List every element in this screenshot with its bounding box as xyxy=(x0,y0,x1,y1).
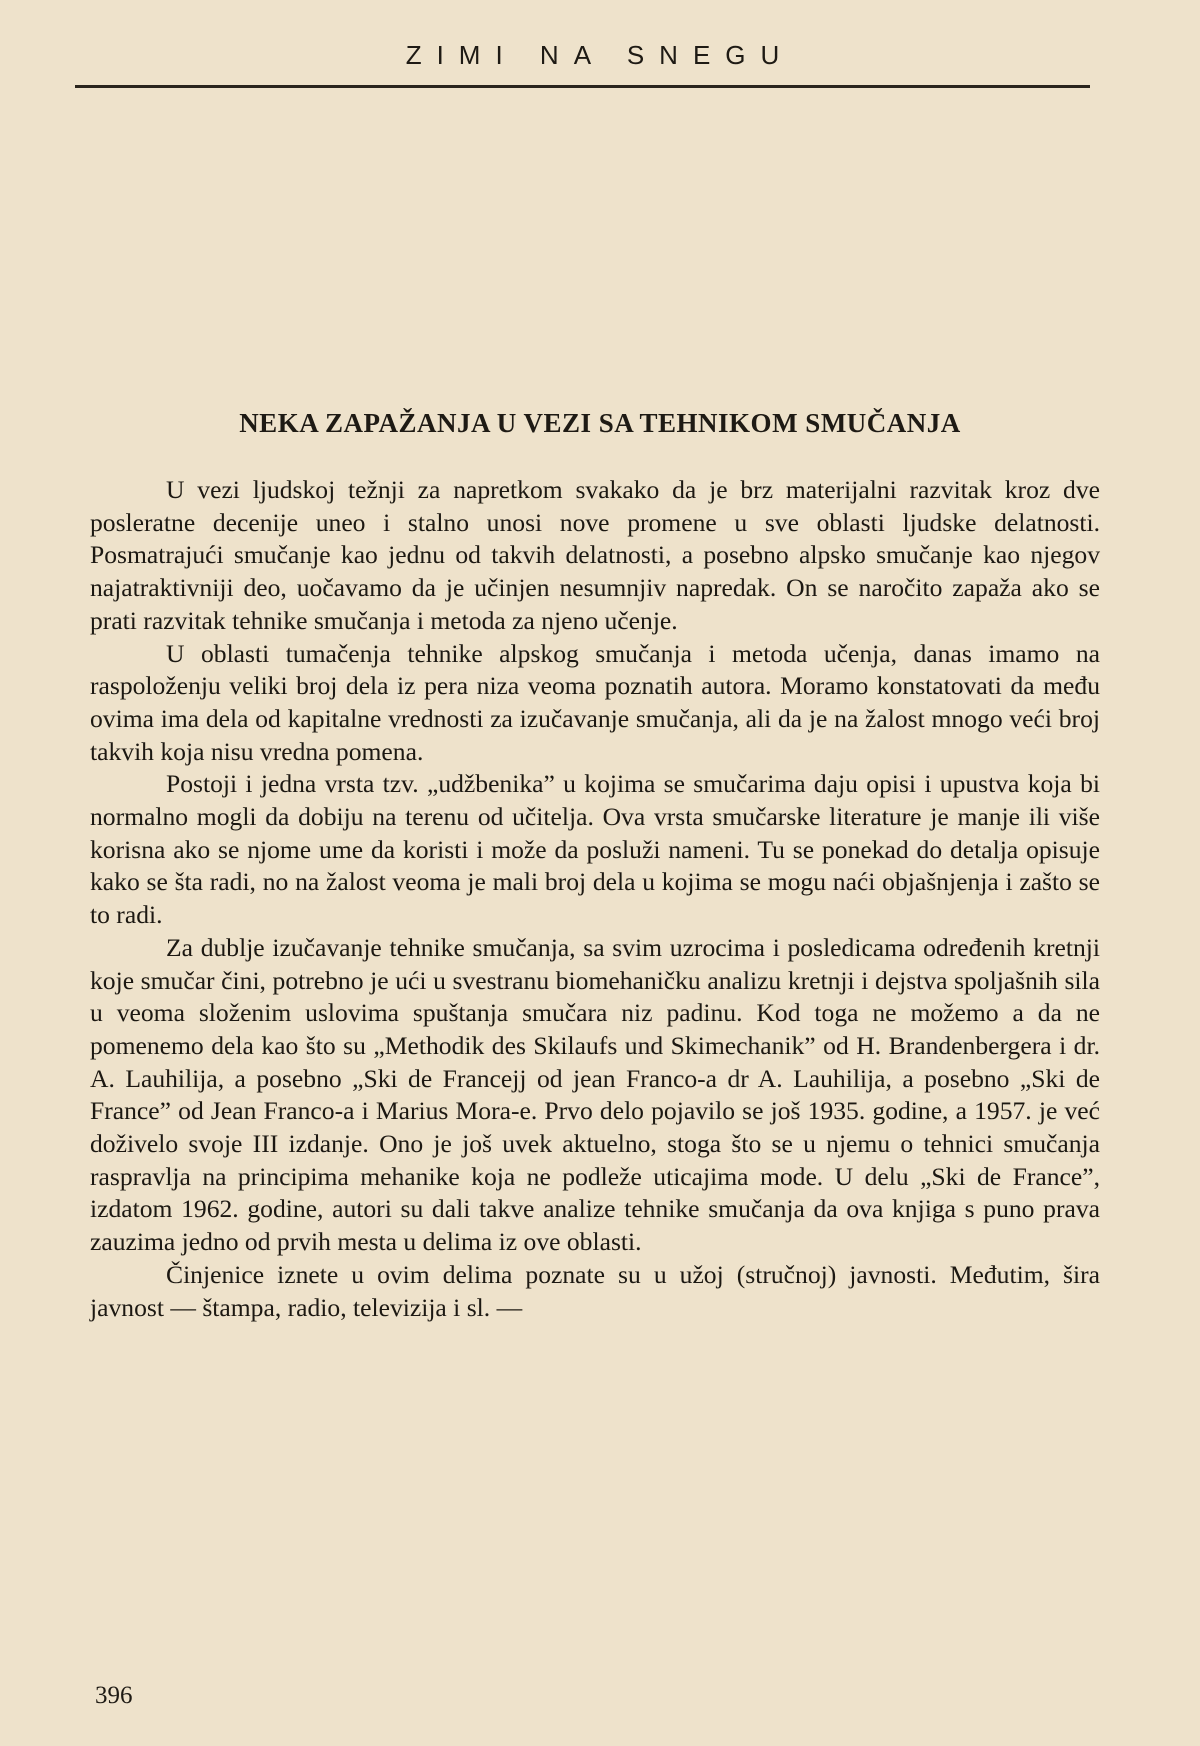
page-number: 396 xyxy=(95,1682,133,1709)
paragraph: Za dublje izučavanje tehnike smučanja, sa svim uzrocima i posledicama određenih kretnji koje smučar čini, potrebno je ući u svestranu biomehaničku analizu kretnji i dejstva spoljašnih sila u veoma složenim uslovima spuštanja smučara niz padinu. Kod toga ne možemo a da ne pomenemo dela kao što su „Methodik des Skilaufs und Skimechanik” od H. Brandenbergera i dr. A. Lauhilija, a posebno „Ski de Francejj od jean Franco-a dr A. Lauhilija, a posebno „Ski de France” od Jean Franco-a i Marius Mora-e. Prvo delo pojavilo se još 1935. godine, a 1957. je već doživelo svoje III izdanje. Ono je još uvek aktuelno, stoga što se u njemu o tehnici smučanja raspravlja na principima mehanike koja ne podleže uticajima mode. U delu „Ski de France”, izdatom 1962. godine, autori su dali takve analize tehnike smučanja da ova knjiga s puno prava zauzima jedno od prvih mesta u delima iz ove oblasti. xyxy=(90,932,1100,1257)
paragraph: U oblasti tumačenja tehnike alpskog smučanja i metoda učenja, danas imamo na raspoloženju veliki broj dela iz pera niza veoma poznatih autora. Moramo konstatovati da među ovima ima dela od kapitalne vrednosti za izučavanje smučanja, ali da je na žalost mnogo veći broj takvih koja nisu vredna pomena. xyxy=(90,638,1100,766)
paragraph: Postoji i jedna vrsta tzv. „udžbenika” u kojima se smučarima daju opisi i upustva koja bi normalno mogli da dobiju na terenu od učitelja. Ova vrsta smučarske literature je manje ili više korisna ako se njome ume da koristi i može da posluži nameni. Tu se ponekad do detalja opisuje kako se šta radi, no na žalost veoma je mali broj dela u kojima se mogu naći objašnjenja i zašto se to radi. xyxy=(90,769,1100,930)
article-title: NEKA ZAPAŽANJA U VEZI SA TEHNIKOM SMUČANJA xyxy=(239,408,961,438)
paragraph: Činjenice iznete u ovim delima poznate su u užoj (stručnoj) javnosti. Međutim, šira javnost — štampa, radio, televizija i sl. — xyxy=(90,1259,1100,1322)
article-body xyxy=(90,474,1100,1324)
running-head: ZIMI NA SNEGU xyxy=(405,40,795,70)
header-rule xyxy=(75,85,1090,88)
paragraph: U vezi ljudskoj težnji za napretkom svakako da je brz materijalni razvitak kroz dve posleratne decenije uneo i stalno unosi nove promene u sve oblasti ljudske delatnosti. Posmatrajući smučanje kao jednu od takvih delatnosti, a posebno alpsko smučanje kao njegov najatraktivniji deo, uočavamo da je učinjen nesumnjiv napredak. On se naročito zapaža ako se prati razvitak tehnike smučanja i metoda za njeno učenje. xyxy=(90,475,1100,635)
